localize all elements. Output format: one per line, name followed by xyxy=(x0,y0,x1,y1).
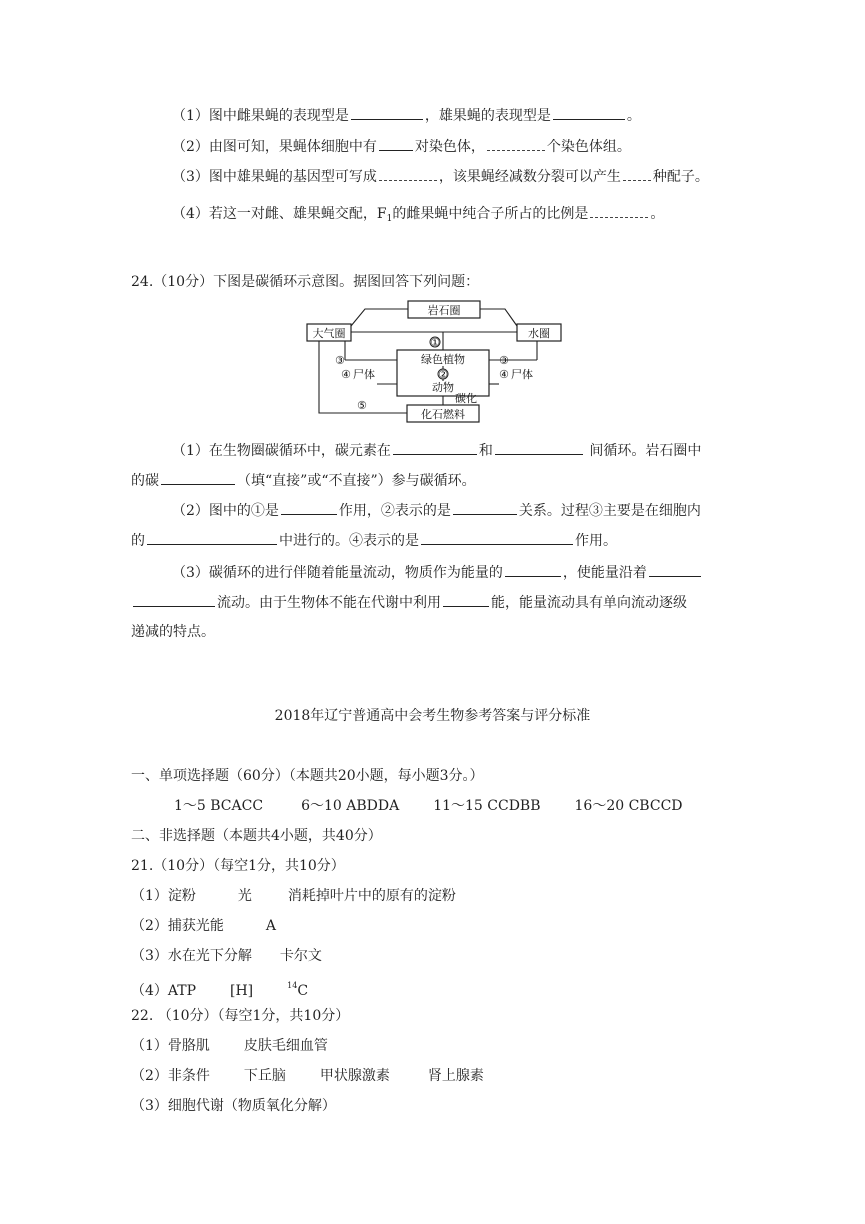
q24-part2a: （2）图中的①是 作用，②表示的是 关系。过程③主要是在细胞内 xyxy=(172,500,701,521)
carbon-cycle-diagram xyxy=(305,298,565,423)
section-1-heading: 一、单项选择题（60分）（本题共20小题，每小题3分。） xyxy=(131,768,484,784)
q24-part2b: 的 中进行的。④表示的是 作用。 xyxy=(131,530,617,551)
answer-blank[interactable] xyxy=(590,203,648,218)
q21-answer-4: （4）ATP [H] $^{14}$C xyxy=(131,981,309,999)
choice-answers: 1～5 BCACC 6～10 ABDDA 11～15 CCDBB 16～20 CBCCD xyxy=(174,798,683,814)
q21-answer-1: （1）淀粉 光 消耗掉叶片中的原有的淀粉 xyxy=(131,888,456,904)
answer-blank[interactable] xyxy=(379,136,413,151)
q23-part3: （3）图中雄果蝇的基因型可写成 ，该果蝇经减数分裂可以产生 种配子。 xyxy=(172,166,709,187)
q24-part3a: （3）碳循环的进行伴随着能量流动，物质作为能量的 ，使能量沿着 xyxy=(172,562,703,583)
q21-heading: 21.（10分）（每空1分，共10分） xyxy=(131,858,345,874)
q23-part1: （1）图中雌果蝇的表现型是 ，雄果蝇的表现型是 。 xyxy=(172,105,641,126)
answer-blank[interactable] xyxy=(649,562,701,577)
answer-blank[interactable] xyxy=(487,136,545,151)
green-plants-label: 绿色植物 xyxy=(421,353,465,366)
carbonization-label: 碳化 xyxy=(455,392,477,405)
q21-answer-2: （2）捕获光能 A xyxy=(131,918,277,934)
mark-1-label: ① xyxy=(430,336,440,349)
answer-blank[interactable] xyxy=(453,500,517,515)
q22-answer-3: （3）细胞代谢（物质氧化分解） xyxy=(131,1098,336,1114)
mark-3-right: ③ xyxy=(499,354,509,367)
q24-part1a: （1）在生物圈碳循环中，碳元素在 和 间循环。岩石圈中 xyxy=(172,440,701,461)
litho-to-hydro-arrow xyxy=(480,309,517,326)
answer-blank[interactable] xyxy=(351,105,423,120)
answer-key-title: 2018年辽宁普通高中会考生物参考答案与评分标准 xyxy=(274,708,591,724)
answer-blank[interactable] xyxy=(421,530,573,545)
answer-blank[interactable] xyxy=(281,500,337,515)
hydrosphere-label: 水圈 xyxy=(528,327,550,340)
fossil-fuel-label: 化石燃料 xyxy=(421,408,465,421)
mark-4-right: ④ xyxy=(499,368,509,381)
answer-blank[interactable] xyxy=(495,440,583,455)
q24-part3c: 递减的特点。 xyxy=(131,624,215,640)
q24-part3b: 流动。由于生物体不能在代谢中利用 能，能量流动具有单向流动逐级 xyxy=(131,592,687,613)
q22-answer-2: （2）非条件 下丘脑 甲状腺激素 肾上腺素 xyxy=(131,1068,484,1084)
lithosphere-label: 岩石圈 xyxy=(427,304,461,317)
mark-3-left: ③ xyxy=(335,354,345,367)
corpse-right-label: 尸体 xyxy=(511,368,533,381)
answer-blank[interactable] xyxy=(505,562,561,577)
litho-to-atmo-arrow xyxy=(351,309,408,326)
q23-part4: （4）若这一对雌、雄果蝇交配，$F_1$的雌果蝇中纯合子所占的比例是 。 xyxy=(172,203,664,229)
answer-blank[interactable] xyxy=(147,530,277,545)
q22-heading: 22. （10分）（每空1分，共10分） xyxy=(131,1008,350,1024)
q21-answer-3: （3）水在光下分解 卡尔文 xyxy=(131,948,322,964)
mark-2-label: ② xyxy=(438,368,448,381)
animals-label: 动物 xyxy=(432,381,454,394)
answer-blank[interactable] xyxy=(553,105,625,120)
answer-blank[interactable] xyxy=(623,166,651,181)
answer-blank[interactable] xyxy=(379,166,437,181)
mark-4-left: ④ xyxy=(341,368,351,381)
answer-blank[interactable] xyxy=(133,592,215,607)
mark-5: ⑤ xyxy=(357,399,367,412)
q23-part2: （2）由图可知，果蝇体细胞中有 对染色体， 个染色体组。 xyxy=(172,136,631,157)
q22-answer-1: （1）骨胳肌 皮肤毛细血管 xyxy=(131,1038,328,1054)
section-2-heading: 二、非选择题（本题共4小题，共40分） xyxy=(131,828,382,844)
answer-blank[interactable] xyxy=(443,592,489,607)
corpse-left-label: 尸体 xyxy=(353,368,375,381)
q24-part1b: 的碳 （填“直接”或“不直接”）参与碳循环。 xyxy=(131,470,476,491)
answer-blank[interactable] xyxy=(161,470,235,485)
atmosphere-label: 大气圈 xyxy=(312,327,346,340)
answer-blank[interactable] xyxy=(393,440,477,455)
q24-stem: 24.（10分）下图是碳循环示意图。据图回答下列问题： xyxy=(131,274,480,290)
